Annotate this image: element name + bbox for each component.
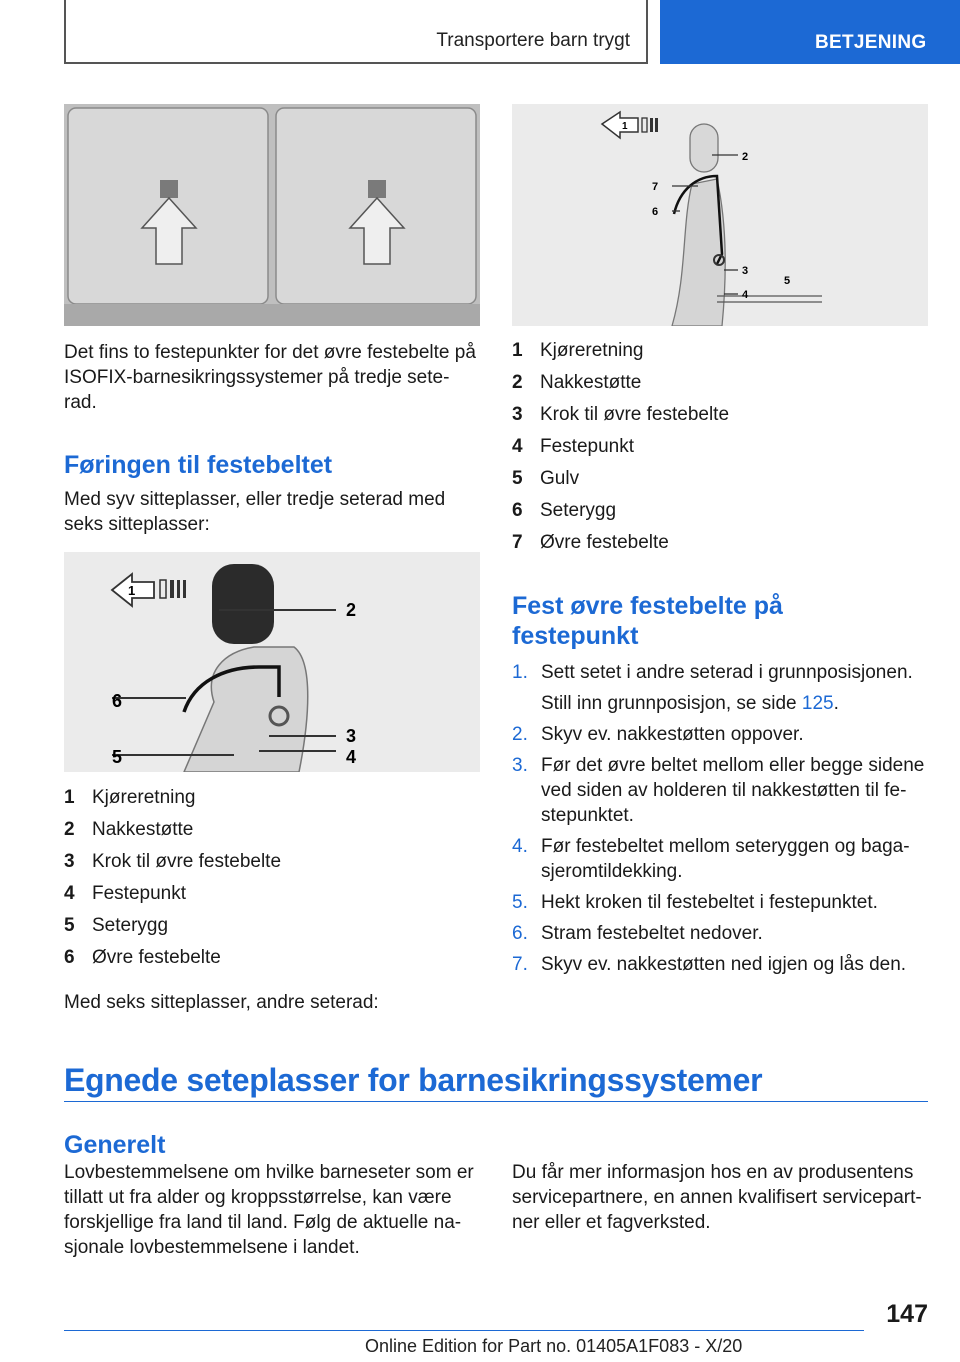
legend-number: 5 (512, 468, 523, 489)
callout-4: 4 (742, 289, 749, 301)
legend-number: 1 (512, 340, 523, 361)
step-item (512, 722, 932, 747)
legend-label: Nakkestøtte (92, 819, 194, 840)
legend-number: 4 (512, 436, 523, 457)
legend-row (512, 431, 928, 463)
legend-number: 3 (512, 404, 523, 425)
legend-right (512, 335, 928, 559)
step-text: Før festebeltet mellom seteryggen og baga-sjeromtildekking. (541, 836, 910, 882)
legend-row (64, 814, 480, 846)
step-item (512, 753, 932, 828)
step-item (512, 921, 932, 946)
legend-label: Øvre festebelte (540, 532, 669, 553)
step-item (512, 834, 932, 884)
heading-attach-belt: Fest øvre festebelte på festepunkt (512, 592, 783, 650)
step-text: Sett setet i andre seterad i grunnposisjonen. (541, 662, 913, 683)
legend-label: Øvre festebelte (92, 947, 221, 968)
step-number: 4. (512, 836, 528, 857)
six-seats-note: Med seks sitteplasser, andre seterad: (64, 992, 379, 1013)
legend-row (512, 495, 928, 527)
legend-row (512, 399, 928, 431)
headrest-shape (690, 124, 718, 172)
figure-seven-seats (64, 552, 480, 772)
legend-number: 7 (512, 532, 523, 553)
step-item (512, 952, 932, 977)
callout-4: 4 (346, 747, 357, 767)
callout-6: 6 (112, 691, 123, 711)
legend-row (64, 878, 480, 910)
subheading-general: Generelt (64, 1131, 166, 1159)
callout-2: 2 (742, 151, 749, 163)
step-text: Skyv ev. nakkestøtten oppover. (541, 724, 804, 745)
legend-number: 2 (512, 372, 523, 393)
header-chapter-title: BETJENING (815, 32, 927, 53)
legend-label: Krok til øvre festebelte (92, 851, 282, 872)
header-chapter-box (660, 0, 960, 64)
callout-6: 6 (652, 206, 659, 218)
legend-label: Krok til øvre festebelte (540, 404, 730, 425)
legend-label: Seterygg (92, 915, 169, 936)
legend-row (64, 846, 480, 878)
legend-number: 1 (64, 787, 75, 808)
heading-belt-routing: Føringen til festebeltet (64, 451, 333, 479)
legend-number: 2 (64, 819, 75, 840)
page-link[interactable]: 125 (801, 693, 834, 714)
callout-2: 2 (346, 600, 357, 620)
belt-routing-intro: Med syv sitteplasser, eller tredje seterad med seks sitteplasser: (64, 489, 446, 535)
callout-3: 3 (346, 726, 357, 746)
step-item (512, 660, 932, 685)
step-number: 2. (512, 724, 528, 745)
legend-label: Nakkestøtte (540, 372, 642, 393)
figure-isofix-anchors (64, 104, 480, 326)
step-text: Hekt kroken til festebeltet i festepunktet. (541, 892, 878, 913)
general-paragraph-1: Lovbestemmelsene om hvilke barneseter som er tillatt ut fra alder og kroppsstørrelse, kan være forskjellige fra land til land. Følg de aktuelle na-sjonale lovbestemmelsene i landet. (64, 1162, 474, 1258)
seven-seats-illustration (64, 552, 480, 772)
legend-label: Seterygg (540, 500, 617, 521)
legend-label: Festepunkt (540, 436, 634, 457)
legend-row (512, 367, 928, 399)
subnote-text: Still inn grunnposisjon, se side (541, 693, 802, 714)
footer-edition: Online Edition for Part no. 01405A1F083 - X/20 (365, 1336, 743, 1356)
legend-row (512, 335, 928, 367)
legend-row (512, 527, 928, 559)
legend-number: 5 (64, 915, 75, 936)
callout-3: 3 (742, 265, 749, 277)
step-text: Før det øvre beltet mellom eller begge sidene ved siden av holderen til nakkestøtten til fe-stepunktet. (541, 755, 925, 826)
legend-label: Gulv (540, 468, 580, 489)
intro-paragraph: Det fins to festepunkter for det øvre festebelte på ISOFIX-barnesikringssystemer på tredje sete-rad. (64, 342, 476, 413)
attach-steps (512, 660, 932, 983)
anchors-illustration (64, 104, 480, 326)
footer-rule (64, 1330, 864, 1331)
step-text: Stram festebeltet nedover. (541, 923, 763, 944)
general-paragraph-2: Du får mer informasjon hos en av produsentens servicepartnere, en annen kvalifisert servicepart-ner eller et fagverksted. (512, 1162, 922, 1233)
step-number: 5. (512, 892, 528, 913)
section-title: Egnede seteplasser for barnesikringssystemer (64, 1062, 763, 1098)
callout-1: 1 (622, 121, 628, 132)
step-number: 1. (512, 662, 528, 683)
legend-row (64, 942, 480, 974)
legend-label: Festepunkt (92, 883, 186, 904)
headrest-shape (212, 564, 274, 644)
step-number: 6. (512, 923, 528, 944)
section-rule (64, 1101, 928, 1102)
page-number: 147 (886, 1300, 928, 1328)
callout-7: 7 (652, 181, 659, 193)
legend-row (64, 910, 480, 942)
legend-number: 3 (64, 851, 75, 872)
callout-1: 1 (128, 583, 136, 598)
callout-5: 5 (112, 747, 123, 767)
step-number: 3. (512, 755, 528, 776)
step-text: Skyv ev. nakkestøtten ned igjen og lås den. (541, 954, 907, 975)
legend-number: 4 (64, 883, 75, 904)
figure-six-seats (512, 104, 928, 326)
subnote-suffix: . (833, 693, 839, 714)
legend-row (512, 463, 928, 495)
callout-5: 5 (784, 275, 791, 287)
legend-left (64, 782, 480, 974)
step-item (512, 890, 932, 915)
six-seats-illustration (512, 104, 928, 326)
header-section-box (64, 0, 648, 64)
legend-number: 6 (512, 500, 523, 521)
step-number: 7. (512, 954, 528, 975)
step-subnote (512, 691, 932, 716)
legend-number: 6 (64, 947, 75, 968)
legend-label: Kjøreretning (540, 340, 644, 361)
legend-row (64, 782, 480, 814)
header-section-title: Transportere barn trygt (436, 30, 630, 51)
legend-label: Kjøreretning (92, 787, 196, 808)
